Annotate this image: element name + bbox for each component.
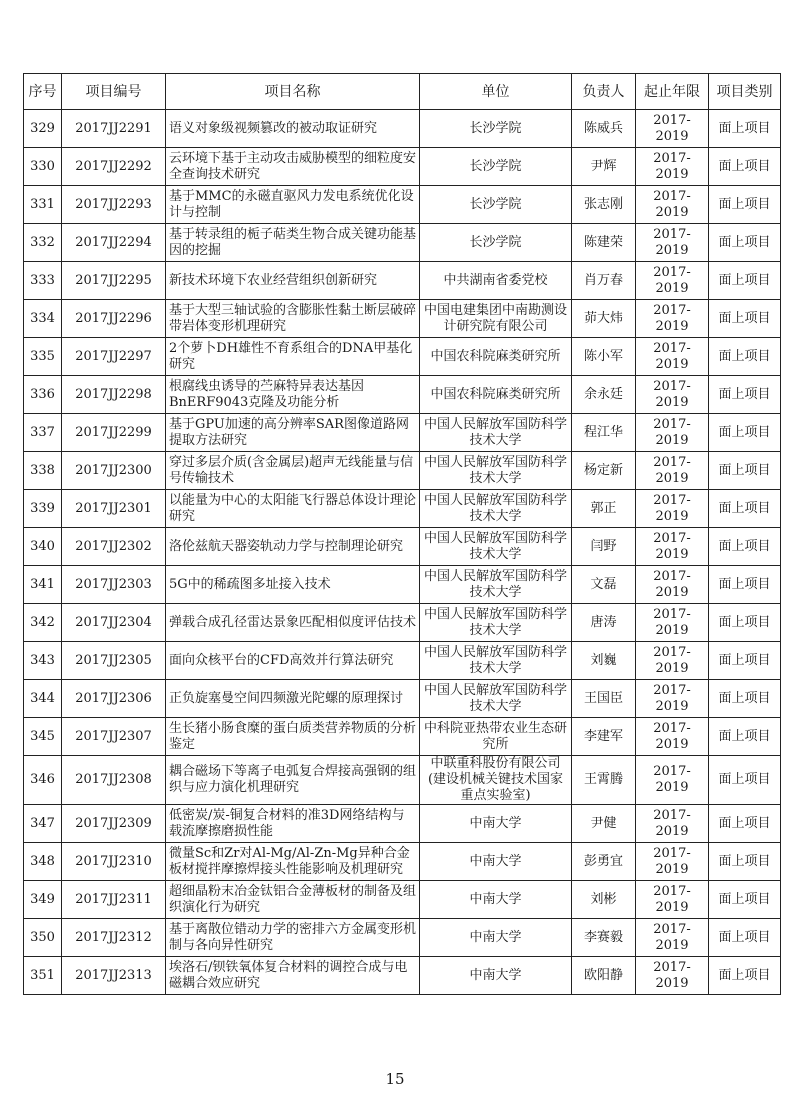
- row-category: 面上项目: [709, 224, 781, 262]
- row-category: 面上项目: [709, 881, 781, 919]
- row-leader: 余永廷: [572, 376, 636, 414]
- header-unit: 单位: [420, 74, 572, 110]
- row-years: 2017- 2019: [636, 224, 709, 262]
- row-index: 348: [24, 843, 62, 881]
- table-row: [24, 680, 781, 718]
- row-category: 面上项目: [709, 642, 781, 680]
- row-years: 2017- 2019: [636, 756, 709, 805]
- table-row: [24, 604, 781, 642]
- row-leader: 茆大炜: [572, 300, 636, 338]
- row-unit: 中南大学: [420, 919, 572, 957]
- table-row: [24, 262, 781, 300]
- row-unit: 中南大学: [420, 881, 572, 919]
- table-header-row: [24, 74, 781, 110]
- row-project-name: 微量Sc和Zr对Al-Mg/Al-Zn-Mg异种合金板材搅拌摩擦焊接头性能影响及机理研究: [166, 843, 420, 881]
- row-unit: 中国电建集团中南勘测设计研究院有限公司: [420, 300, 572, 338]
- row-years: 2017- 2019: [636, 843, 709, 881]
- row-years: 2017- 2019: [636, 452, 709, 490]
- row-index: 346: [24, 756, 62, 805]
- row-leader: 刘巍: [572, 642, 636, 680]
- row-project-code: 2017JJ2301: [62, 490, 166, 528]
- row-unit: 中国人民解放军国防科学技术大学: [420, 680, 572, 718]
- row-project-code: 2017JJ2298: [62, 376, 166, 414]
- row-project-code: 2017JJ2295: [62, 262, 166, 300]
- row-project-code: 2017JJ2306: [62, 680, 166, 718]
- row-category: 面上项目: [709, 718, 781, 756]
- row-project-name: 生长猪小肠食糜的蛋白质类营养物质的分析鉴定: [166, 718, 420, 756]
- row-project-name: 基于大型三轴试验的含膨胀性黏土断层破碎带岩体变形机理研究: [166, 300, 420, 338]
- row-unit: 中南大学: [420, 957, 572, 995]
- row-years: 2017- 2019: [636, 300, 709, 338]
- row-project-code: 2017JJ2312: [62, 919, 166, 957]
- row-category: 面上项目: [709, 919, 781, 957]
- row-category: 面上项目: [709, 414, 781, 452]
- row-project-name: 2个萝卜DH雄性不育系组合的DNA甲基化研究: [166, 338, 420, 376]
- row-project-code: 2017JJ2308: [62, 756, 166, 805]
- row-leader: 李建军: [572, 718, 636, 756]
- row-project-name: 语义对象级视频篡改的被动取证研究: [166, 110, 420, 148]
- row-category: 面上项目: [709, 148, 781, 186]
- row-project-name: 埃洛石/钡铁氧体复合材料的调控合成与电磁耦合效应研究: [166, 957, 420, 995]
- row-years: 2017- 2019: [636, 376, 709, 414]
- row-years: 2017- 2019: [636, 566, 709, 604]
- row-index: 339: [24, 490, 62, 528]
- row-leader: 刘彬: [572, 881, 636, 919]
- row-unit: 中国人民解放军国防科学技术大学: [420, 604, 572, 642]
- row-leader: 杨定新: [572, 452, 636, 490]
- page-number: 15: [385, 1070, 405, 1088]
- table-row: [24, 338, 781, 376]
- row-unit: 长沙学院: [420, 110, 572, 148]
- row-unit: 中国农科院麻类研究所: [420, 376, 572, 414]
- row-project-code: 2017JJ2310: [62, 843, 166, 881]
- header-project-name: 项目名称: [166, 74, 420, 110]
- row-category: 面上项目: [709, 376, 781, 414]
- table-row: [24, 919, 781, 957]
- row-project-code: 2017JJ2309: [62, 805, 166, 843]
- row-years: 2017- 2019: [636, 919, 709, 957]
- row-index: 335: [24, 338, 62, 376]
- table-row: [24, 718, 781, 756]
- row-project-code: 2017JJ2304: [62, 604, 166, 642]
- row-unit: 长沙学院: [420, 148, 572, 186]
- row-index: 340: [24, 528, 62, 566]
- row-leader: 程江华: [572, 414, 636, 452]
- table-row: [24, 566, 781, 604]
- row-unit: 中南大学: [420, 843, 572, 881]
- row-index: 349: [24, 881, 62, 919]
- row-index: 332: [24, 224, 62, 262]
- row-index: 336: [24, 376, 62, 414]
- row-unit: 中国人民解放军国防科学技术大学: [420, 566, 572, 604]
- table-row: [24, 414, 781, 452]
- row-index: 347: [24, 805, 62, 843]
- table-row: [24, 843, 781, 881]
- row-project-name: 超细晶粉末冶金钛铝合金薄板材的制备及组织演化行为研究: [166, 881, 420, 919]
- row-project-code: 2017JJ2293: [62, 186, 166, 224]
- row-project-name: 云环境下基于主动攻击威胁模型的细粒度安全查询技术研究: [166, 148, 420, 186]
- row-years: 2017- 2019: [636, 680, 709, 718]
- row-index: 329: [24, 110, 62, 148]
- row-unit: 中南大学: [420, 805, 572, 843]
- table-row: [24, 756, 781, 805]
- row-category: 面上项目: [709, 262, 781, 300]
- row-leader: 王霄腾: [572, 756, 636, 805]
- row-project-name: 基于离散位错动力学的密排六方金属变形机制与各向异性研究: [166, 919, 420, 957]
- row-project-code: 2017JJ2292: [62, 148, 166, 186]
- row-unit: 中国人民解放军国防科学技术大学: [420, 414, 572, 452]
- header-project-code: 项目编号: [62, 74, 166, 110]
- row-project-name: 5G中的稀疏图多址接入技术: [166, 566, 420, 604]
- row-unit: 长沙学院: [420, 186, 572, 224]
- row-leader: 陈小军: [572, 338, 636, 376]
- row-project-code: 2017JJ2297: [62, 338, 166, 376]
- row-project-code: 2017JJ2303: [62, 566, 166, 604]
- row-project-name: 根腐线虫诱导的苎麻特异表达基因BnERF9043克隆及功能分析: [166, 376, 420, 414]
- row-unit: 中联重科股份有限公司(建设机械关键技术国家重点实验室): [420, 756, 572, 805]
- row-index: 338: [24, 452, 62, 490]
- row-unit: 长沙学院: [420, 224, 572, 262]
- row-category: 面上项目: [709, 680, 781, 718]
- table-row: [24, 490, 781, 528]
- row-category: 面上项目: [709, 490, 781, 528]
- row-years: 2017- 2019: [636, 186, 709, 224]
- row-project-name: 面向众核平台的CFD高效并行算法研究: [166, 642, 420, 680]
- row-years: 2017- 2019: [636, 338, 709, 376]
- row-category: 面上项目: [709, 452, 781, 490]
- table-row: [24, 805, 781, 843]
- row-years: 2017- 2019: [636, 262, 709, 300]
- row-category: 面上项目: [709, 843, 781, 881]
- row-leader: 王国臣: [572, 680, 636, 718]
- row-leader: 唐涛: [572, 604, 636, 642]
- table-row: [24, 642, 781, 680]
- row-category: 面上项目: [709, 805, 781, 843]
- row-project-code: 2017JJ2311: [62, 881, 166, 919]
- table-row: [24, 452, 781, 490]
- table-row: [24, 224, 781, 262]
- row-project-name: 基于GPU加速的高分辨率SAR图像道路网提取方法研究: [166, 414, 420, 452]
- row-leader: 郭正: [572, 490, 636, 528]
- row-leader: 陈威兵: [572, 110, 636, 148]
- row-unit: 中国人民解放军国防科学技术大学: [420, 490, 572, 528]
- row-category: 面上项目: [709, 338, 781, 376]
- table-row: [24, 110, 781, 148]
- row-project-name: 以能量为中心的太阳能飞行器总体设计理论研究: [166, 490, 420, 528]
- row-unit: 中科院亚热带农业生态研究所: [420, 718, 572, 756]
- row-index: 350: [24, 919, 62, 957]
- row-project-code: 2017JJ2296: [62, 300, 166, 338]
- header-category: 项目类别: [709, 74, 781, 110]
- row-category: 面上项目: [709, 300, 781, 338]
- row-project-code: 2017JJ2291: [62, 110, 166, 148]
- row-leader: 闫野: [572, 528, 636, 566]
- table-row: [24, 528, 781, 566]
- row-years: 2017- 2019: [636, 414, 709, 452]
- row-project-code: 2017JJ2299: [62, 414, 166, 452]
- table-row: [24, 300, 781, 338]
- row-project-name: 新技术环境下农业经营组织创新研究: [166, 262, 420, 300]
- row-leader: 尹健: [572, 805, 636, 843]
- row-index: 330: [24, 148, 62, 186]
- row-category: 面上项目: [709, 110, 781, 148]
- header-index: 序号: [24, 74, 62, 110]
- row-years: 2017- 2019: [636, 490, 709, 528]
- row-years: 2017- 2019: [636, 718, 709, 756]
- header-leader: 负责人: [572, 74, 636, 110]
- row-leader: 欧阳静: [572, 957, 636, 995]
- row-years: 2017- 2019: [636, 881, 709, 919]
- row-leader: 尹辉: [572, 148, 636, 186]
- row-years: 2017- 2019: [636, 957, 709, 995]
- row-years: 2017- 2019: [636, 805, 709, 843]
- row-years: 2017- 2019: [636, 642, 709, 680]
- row-project-code: 2017JJ2300: [62, 452, 166, 490]
- row-index: 342: [24, 604, 62, 642]
- project-table: [23, 73, 781, 995]
- row-project-code: 2017JJ2302: [62, 528, 166, 566]
- row-unit: 中国农科院麻类研究所: [420, 338, 572, 376]
- row-project-code: 2017JJ2307: [62, 718, 166, 756]
- row-years: 2017- 2019: [636, 148, 709, 186]
- table-row: [24, 376, 781, 414]
- row-index: 331: [24, 186, 62, 224]
- row-project-name: 耦合磁场下等离子电弧复合焊接高强钢的组织与应力演化机理研究: [166, 756, 420, 805]
- row-unit: 中共湖南省委党校: [420, 262, 572, 300]
- table-row: [24, 881, 781, 919]
- row-index: 341: [24, 566, 62, 604]
- row-project-name: 穿过多层介质(含金属层)超声无线能量与信号传输技术: [166, 452, 420, 490]
- row-unit: 中国人民解放军国防科学技术大学: [420, 642, 572, 680]
- header-years: 起止年限: [636, 74, 709, 110]
- row-index: 344: [24, 680, 62, 718]
- row-project-name: 基于MMC的永磁直驱风力发电系统优化设计与控制: [166, 186, 420, 224]
- row-project-name: 低密炭/炭-铜复合材料的准3D网络结构与载流摩擦磨损性能: [166, 805, 420, 843]
- row-index: 343: [24, 642, 62, 680]
- row-years: 2017- 2019: [636, 604, 709, 642]
- row-index: 334: [24, 300, 62, 338]
- table-row: [24, 186, 781, 224]
- row-leader: 彭勇宜: [572, 843, 636, 881]
- row-leader: 肖万春: [572, 262, 636, 300]
- row-project-name: 基于转录组的栀子萜类生物合成关键功能基因的挖掘: [166, 224, 420, 262]
- row-unit: 中国人民解放军国防科学技术大学: [420, 528, 572, 566]
- row-category: 面上项目: [709, 566, 781, 604]
- row-project-name: 弹载合成孔径雷达景象匹配相似度评估技术: [166, 604, 420, 642]
- row-category: 面上项目: [709, 186, 781, 224]
- row-leader: 李赛毅: [572, 919, 636, 957]
- row-index: 333: [24, 262, 62, 300]
- row-leader: 陈建荣: [572, 224, 636, 262]
- row-project-code: 2017JJ2313: [62, 957, 166, 995]
- row-years: 2017- 2019: [636, 528, 709, 566]
- row-index: 351: [24, 957, 62, 995]
- row-leader: 文磊: [572, 566, 636, 604]
- table-row: [24, 148, 781, 186]
- row-project-code: 2017JJ2305: [62, 642, 166, 680]
- row-category: 面上项目: [709, 604, 781, 642]
- row-project-name: 洛伦兹航天器姿轨动力学与控制理论研究: [166, 528, 420, 566]
- row-index: 345: [24, 718, 62, 756]
- row-index: 337: [24, 414, 62, 452]
- row-project-name: 正负旋塞曼空间四频激光陀螺的原理探讨: [166, 680, 420, 718]
- row-category: 面上项目: [709, 957, 781, 995]
- table-row: [24, 957, 781, 995]
- row-years: 2017- 2019: [636, 110, 709, 148]
- row-project-code: 2017JJ2294: [62, 224, 166, 262]
- row-category: 面上项目: [709, 528, 781, 566]
- row-leader: 张志刚: [572, 186, 636, 224]
- row-unit: 中国人民解放军国防科学技术大学: [420, 452, 572, 490]
- row-category: 面上项目: [709, 756, 781, 805]
